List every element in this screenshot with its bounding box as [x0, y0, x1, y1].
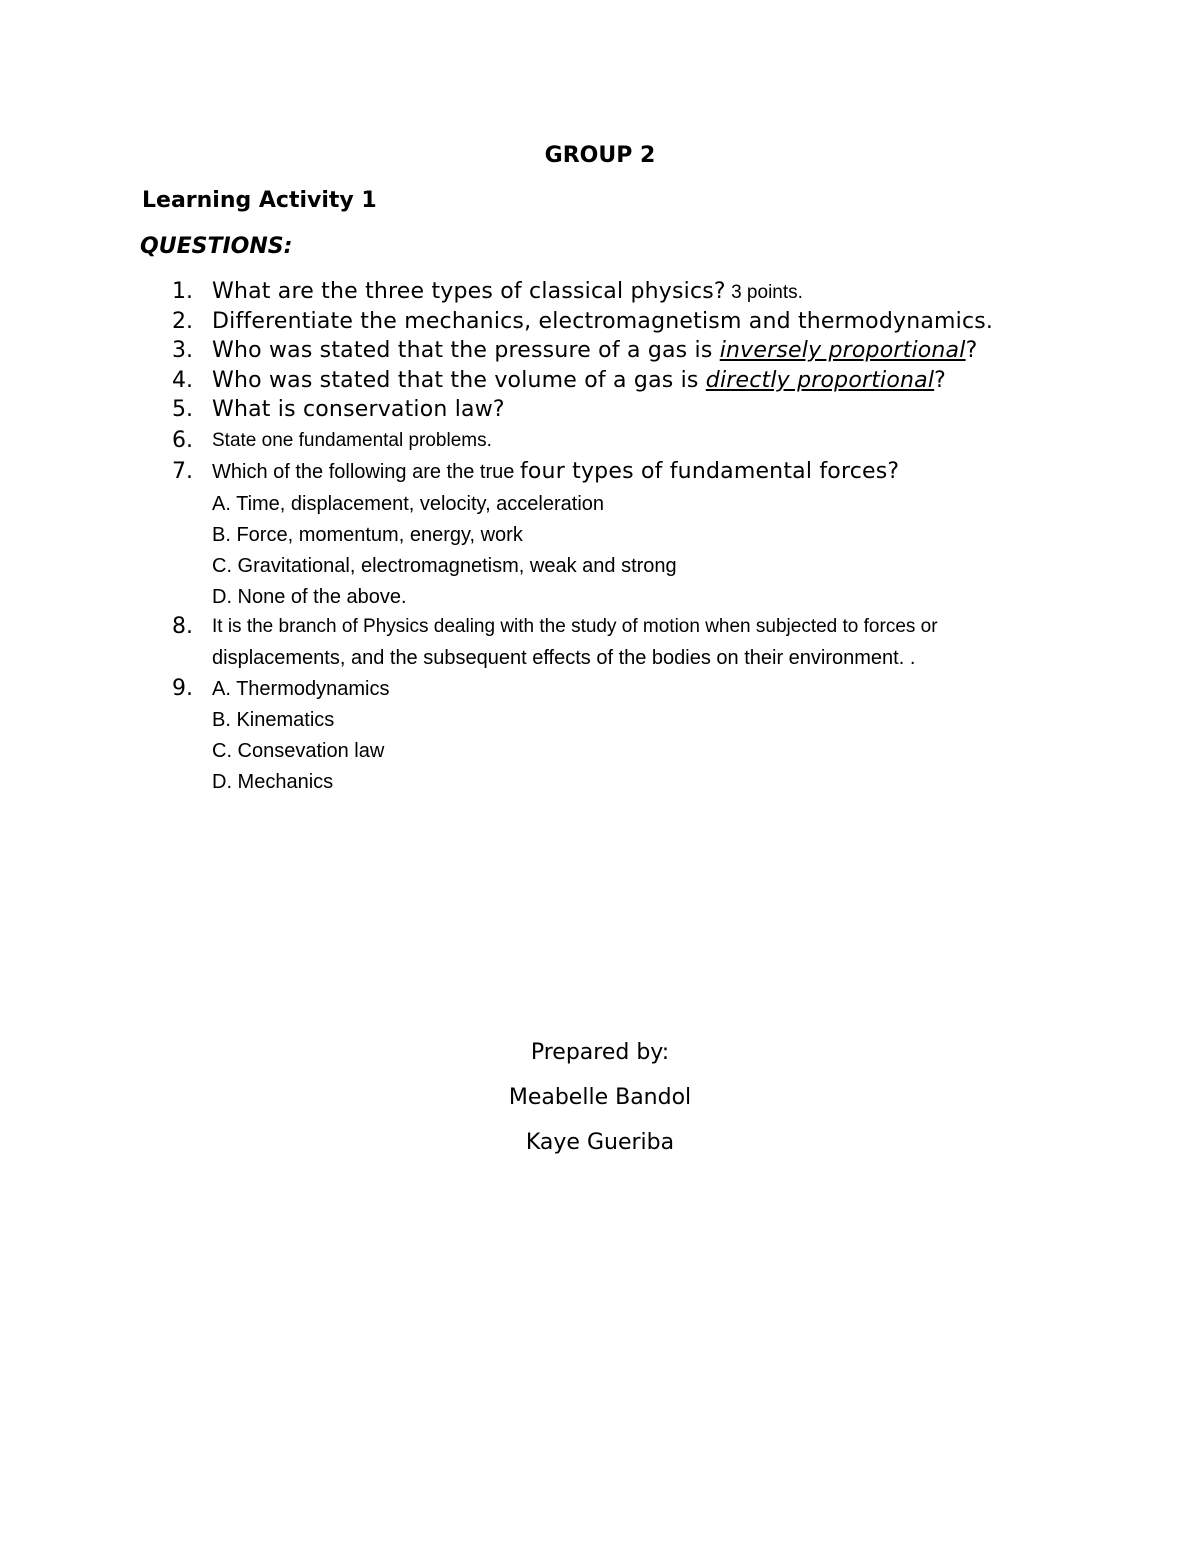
activity-heading: Learning Activity 1 — [142, 188, 377, 213]
emphasized-term: directly proportional — [705, 368, 935, 393]
question-number: 9. — [172, 676, 193, 701]
question-number: 5. — [172, 397, 193, 422]
answer-option: D. None of the above. — [212, 586, 407, 608]
prepared-by-label: Prepared by: — [530, 1040, 670, 1065]
answer-option: C. Consevation law — [212, 740, 385, 762]
question-number: 8. — [172, 614, 193, 639]
question-number: 3. — [172, 338, 193, 363]
question-text: Who was stated that the pressure of a gas is inversely proportional? — [212, 338, 978, 363]
question-text: What is conservation law? — [212, 397, 505, 422]
question-number: 7. — [172, 459, 193, 484]
author-name: Meabelle Bandol — [508, 1085, 692, 1110]
question-number: 6. — [172, 428, 193, 453]
author-name: Kaye Gueriba — [525, 1130, 675, 1155]
question-text: Who was stated that the volume of a gas is directly proportional? — [212, 368, 947, 393]
question-number: 4. — [172, 368, 193, 393]
answer-option: A. Time, displacement, velocity, acceleration — [212, 493, 605, 515]
questions-heading: QUESTIONS: — [140, 234, 293, 259]
question-text: Differentiate the mechanics, electromagnetism and thermodynamics. — [212, 309, 994, 334]
emphasized-term: inversely proportional — [719, 338, 966, 363]
question-text: State one fundamental problems. — [212, 430, 492, 451]
answer-option: B. Force, momentum, energy, work — [212, 524, 523, 546]
question-number: 2. — [172, 309, 193, 334]
answer-option: B. Kinematics — [212, 709, 335, 731]
question-points: 3 points. — [725, 282, 803, 303]
question-text-line: displacements, and the subsequent effects of the bodies on their environment. . — [212, 647, 916, 669]
question-number: 1. — [172, 279, 193, 304]
question-text: Which of the following are the true four types of fundamental forces? — [212, 459, 900, 484]
document-title: GROUP 2 — [544, 143, 656, 168]
answer-option: D. Mechanics — [212, 771, 334, 793]
answer-option: C. Gravitational, electromagnetism, weak and strong — [212, 555, 677, 577]
question-text: What are the three types of classical physics? 3 points. — [212, 279, 803, 304]
question-text-line: It is the branch of Physics dealing with the study of motion when subjected to forces or — [212, 616, 938, 637]
answer-option: A. Thermodynamics — [212, 678, 390, 700]
